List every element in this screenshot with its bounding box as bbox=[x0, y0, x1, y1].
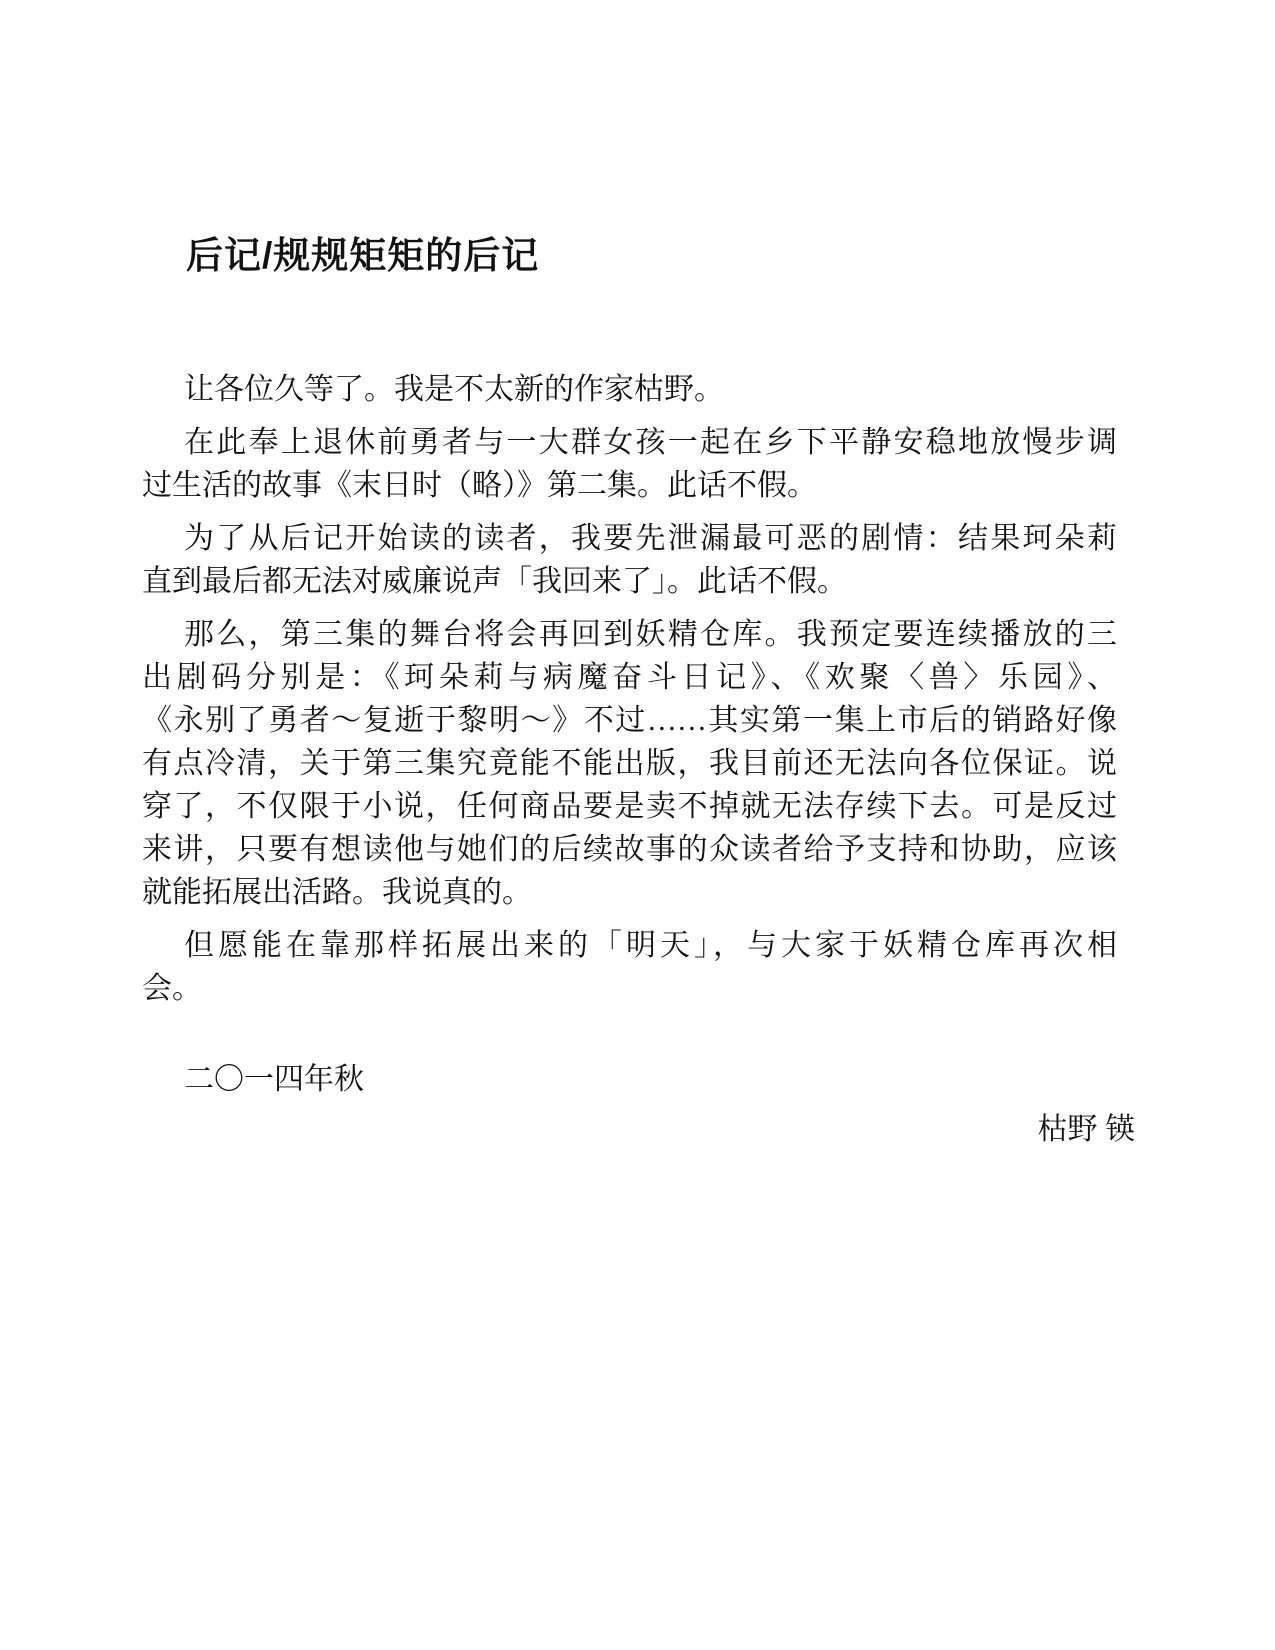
paragraph bbox=[142, 924, 1117, 1010]
text-line: 会。 bbox=[142, 972, 202, 1005]
author-signature: 枯野 锳 bbox=[1037, 1113, 1135, 1146]
paragraph bbox=[142, 517, 1117, 603]
text-line: 就能拓展出活路。我说真的。 bbox=[142, 876, 532, 909]
body-text bbox=[142, 368, 1117, 1010]
text-line: 《永别了勇者～复逝于黎明～》不过……其实第一集上市后的销路好像 bbox=[142, 704, 1117, 737]
text-line: 来讲，只要有想读他与她们的后续故事的众读者给予支持和协助，应该 bbox=[142, 833, 1117, 866]
text-line: 有点冷清，关于第三集究竟能不能出版，我目前还无法向各位保证。说 bbox=[142, 747, 1117, 780]
text-line: 让各位久等了。我是不太新的作家枯野。 bbox=[184, 373, 724, 406]
paragraph bbox=[142, 613, 1117, 914]
text-line: 为了从后记开始读的读者，我要先泄漏最可恶的剧情：结果珂朵莉 bbox=[184, 522, 1117, 555]
text-line: 直到最后都无法对威廉说声「我回来了」。此话不假。 bbox=[142, 565, 847, 598]
date-line: 二〇一四年秋 bbox=[184, 1063, 364, 1096]
page-title: 后记/规规矩矩的后记 bbox=[186, 234, 540, 276]
text-line: 但愿能在靠那样拓展出来的「明天」，与大家于妖精仓库再次相 bbox=[184, 929, 1117, 962]
paragraph bbox=[142, 368, 1117, 411]
text-line: 过生活的故事《末日时（略）》第二集。此话不假。 bbox=[142, 469, 817, 502]
text-line: 出剧码分别是：《珂朵莉与病魔奋斗日记》、《欢聚〈兽〉乐园》、 bbox=[142, 661, 1117, 694]
text-line: 穿了，不仅限于小说，任何商品要是卖不掉就无法存续下去。可是反过 bbox=[142, 790, 1117, 823]
paragraph bbox=[142, 421, 1117, 507]
text-line: 那么，第三集的舞台将会再回到妖精仓库。我预定要连续播放的三 bbox=[184, 618, 1117, 651]
text-line: 在此奉上退休前勇者与一大群女孩一起在乡下平静安稳地放慢步调 bbox=[184, 426, 1117, 459]
